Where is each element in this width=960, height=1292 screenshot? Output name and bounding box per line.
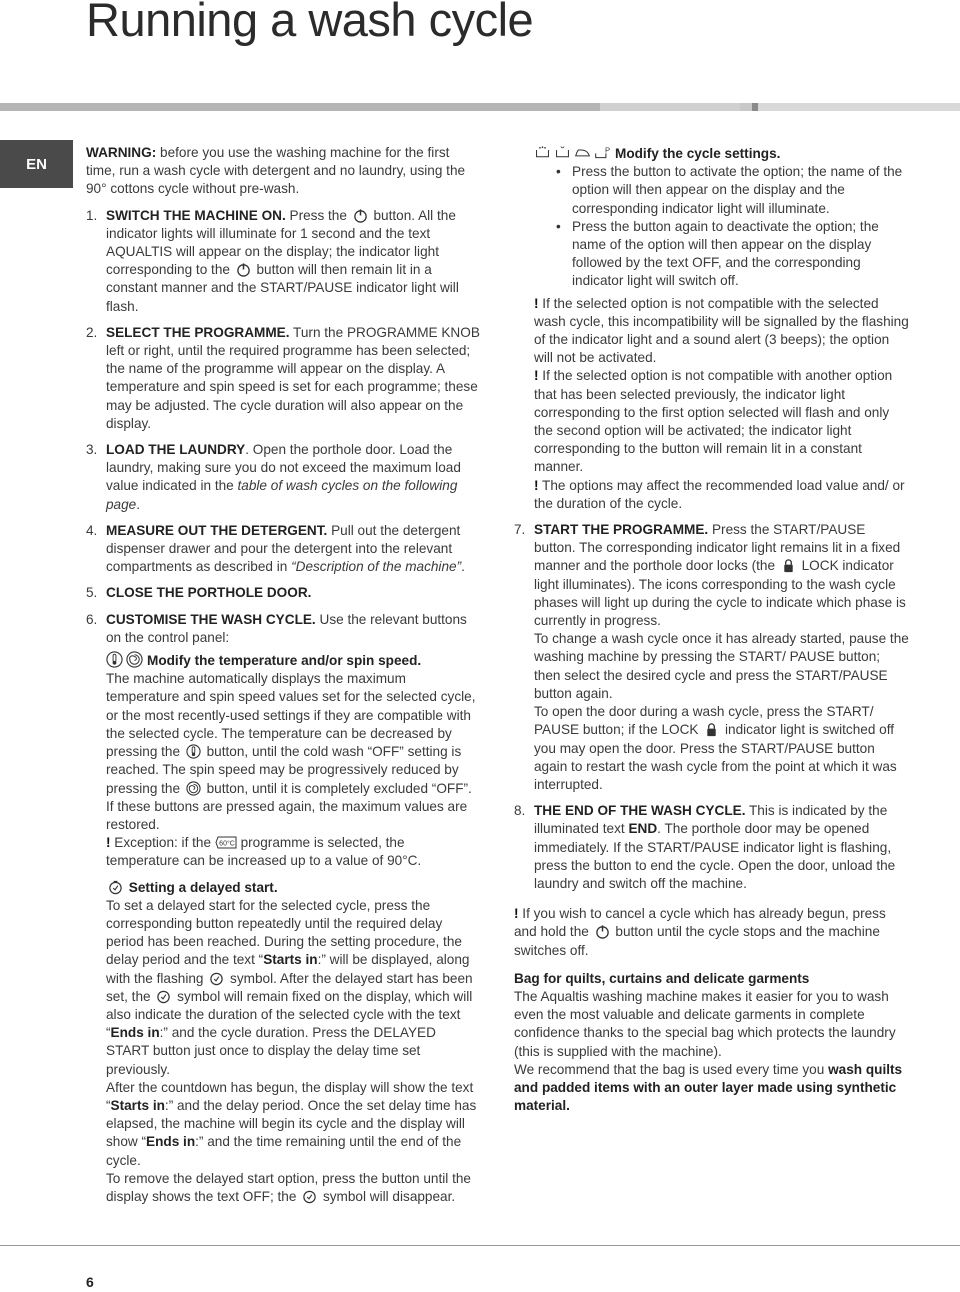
step-6 [86, 611, 480, 647]
header-bar-light [600, 103, 740, 111]
prewash-option-icon [594, 144, 611, 161]
step-number: 8. [514, 803, 526, 819]
step-heading: THE END OF THE WASH CYCLE. [534, 803, 746, 819]
temp-spin-heading: Modify the temperature and/or spin speed. [147, 653, 422, 669]
delay-text-2: After the countdown has begun, the display will show the text “Starts in:” and the delay period. Once the set delay time has elapsed, the machine will begin its cycle and the display will show “Ends in:” and the time remaining until the end of the cycle. [106, 1079, 477, 1168]
step-number: 3. [86, 442, 98, 458]
step-text: Pull out the detergent dispenser drawer and pour the detergent into the relevant compartments as described in [106, 522, 461, 575]
step-number: 2. [86, 324, 98, 340]
step-heading: START THE PROGRAMME. [534, 522, 709, 538]
step-heading: SELECT THE PROGRAMME. [106, 324, 290, 340]
end-text: END [628, 821, 658, 837]
power-icon [353, 208, 368, 223]
thermometer-icon [186, 744, 201, 759]
delay-text-3: To remove the delayed start option, press the button until the display shows the text OFF; the symbol will disappear. [106, 1170, 471, 1204]
header-bar [0, 103, 600, 111]
page-number: 6 [86, 1274, 94, 1290]
delay-icon [156, 989, 171, 1004]
option-icons [534, 144, 611, 161]
program-60-icon [215, 836, 237, 849]
step-heading: SWITCH THE MACHINE ON. [106, 207, 286, 223]
temp-spin-text: The machine automatically displays the maximum temperature and spin speed values set for the selected cycle, or the most recently-used settings if they are compatible with the selected cycle. The temperature can be decreased by pressing the button, until the cold wash “OFF” setting is reached. The spin speed may be progressively reduced by pressing the button, until it is completely excluded “OFF”. If these buttons are pressed again, the maximum values are restored. [106, 671, 476, 832]
language-tab: EN [0, 140, 73, 188]
step-text: This is indicated by the illuminated text [534, 803, 888, 837]
warning-label: WARNING: [86, 145, 157, 160]
bag-heading: Bag for quilts, curtains and delicate garments [514, 970, 810, 986]
step-text: button. All the indicator lights will illuminate for 1 second and the text AQUALTIS will appear on the display; the indicator light corresponding to the [106, 207, 456, 278]
delay-icon [302, 1189, 317, 1204]
step-text: . [461, 559, 465, 575]
power-icon [595, 924, 610, 939]
options-note: ! The options may affect the recommended load value and/ or the duration of the cycle. [534, 477, 905, 511]
step-number: 5. [86, 585, 98, 601]
step-text: Press the START/PAUSE button. The corresponding indicator light remains lit in a fixed manner and the porthole door locks (the [534, 522, 901, 574]
step-number: 1. [86, 207, 98, 223]
delay-icon [209, 971, 224, 986]
power-icon [236, 262, 251, 277]
thermometer-icon [106, 651, 123, 668]
step-heading: CLOSE THE PORTHOLE DOOR. [106, 585, 312, 601]
temp-exception: ! Exception: if the 60°C programme is selected, the temperature can be increased up to a value of 90°C. [106, 835, 422, 869]
options-heading: Modify the cycle settings. [615, 146, 781, 161]
stain-option-icon [534, 144, 551, 161]
options-section [514, 144, 909, 513]
step-reference: table of wash cycles on the following page [106, 478, 458, 512]
step-number: 4. [86, 522, 98, 538]
iron-option-icon [574, 144, 591, 161]
step-text: . [136, 496, 141, 512]
step-text: button will then remain lit in a constant manner and the START/PAUSE indicator light will flash. [106, 262, 459, 314]
warning-text: before you use the washing machine for the first time, run a wash cycle with detergent and no laundry, using the 90° cottons cycle without pre-wash. [86, 145, 466, 197]
step-5 [86, 584, 480, 602]
bag-text: We recommend that the bag is used every time you wash quilts and padded items with an outer layer made using synthetic material. [514, 1061, 903, 1114]
step-text: To change a wash cycle once it has already started, pause the washing machine by pressing the START/ PAUSE button; then select the desired cycle and press the START/PAUSE button again. [534, 631, 909, 701]
options-note: ! If the selected option is not compatible with the selected wash cycle, this incompatibility will be signalled by the flashing of the indicator light and a sound alert (3 beeps); the option will not be activated. [534, 295, 909, 366]
step-8 [514, 802, 909, 893]
warning-paragraph [86, 144, 480, 199]
step-4 [86, 522, 480, 577]
page-title: Running a wash cycle [86, 0, 534, 46]
step-text: Press the [285, 207, 351, 223]
temp-spin-section [86, 651, 480, 870]
delay-section [86, 879, 480, 1207]
step-text: . Open the porthole door. Load the laundry, making sure you do not exceed the maximum load value indicated in the [106, 442, 461, 494]
step-text: To open the door during a wash cycle, press the START/ PAUSE button; if the LOCK indicator light is switched off you may open the door. Press the START/PAUSE button again to restart the wash cycle from the point at which it was interrupted. [534, 704, 897, 792]
spin-icon [126, 651, 143, 668]
step-text: LOCK indicator light illuminates). The icons corresponding to the wash cycle phases will light up during the cycle to indicate which phase is currently in progress. [534, 558, 906, 629]
step-heading: LOAD THE LAUNDRY [106, 442, 246, 458]
step-text: Use the relevant buttons on the control panel: [106, 611, 467, 645]
step-7 [514, 521, 909, 794]
delay-heading: Setting a delayed start. [128, 879, 278, 895]
bag-text: The Aqualtis washing machine makes it easier for you to wash even the most valuable and delicate garments in complete confidence thanks to the special bag which protects the laundry (this is supplied with the machine). [514, 988, 896, 1059]
rinse-option-icon [554, 144, 571, 161]
cancel-note: ! If you wish to cancel a cycle which has already begun, press and hold the button until the cycle stops and the machine switches off. [514, 906, 886, 958]
header-bar-segment [740, 103, 752, 111]
left-column [86, 144, 480, 1206]
step-text: Turn the PROGRAMME KNOB left or right, until the required programme has been selected; the name of the programme will appear on the display. A temperature and spin speed is set for each programme; these may be adjusted. The cycle duration will also appear on the display. [106, 324, 480, 431]
lock-icon [704, 722, 719, 737]
svg-text:P: P [605, 145, 611, 155]
step-3 [86, 441, 480, 514]
step-heading: CUSTOMISE THE WASH CYCLE. [106, 611, 316, 627]
step-2 [86, 324, 480, 433]
right-column [514, 144, 909, 1115]
options-bullet: • Press the button again to deactivate the option; the name of the option will then appear on the display followed by the text OFF, and the corresponding indicator light will switch off. [534, 218, 909, 291]
options-bullet: • Press the button to activate the option; the name of the option will then appear on the display and the corresponding indicator light will illuminate. [534, 163, 909, 218]
step-1 [86, 207, 480, 316]
temp-spin-icons [106, 651, 143, 668]
lock-icon [781, 558, 796, 573]
step-number: 6. [86, 611, 98, 627]
header-bar-end [758, 103, 960, 111]
footer-divider [0, 1245, 960, 1246]
svg-text:60°C: 60°C [218, 840, 235, 848]
step-heading: MEASURE OUT THE DETERGENT. [106, 522, 328, 538]
options-note: ! If the selected option is not compatible with another option that has been selected previously, the indicator light corresponding to the first option selected will flash and only the second option will be activated; the indicator light corresponding to the button will remain lit in a constant manner. [534, 368, 893, 475]
delay-text-1: To set a delayed start for the selected cycle, press the corresponding button repeatedly until the required delay period has been reached. During the setting procedure, the delay period and the text “Starts in:” will be displayed, along with the flashing symbol. After the delayed start has been set, the symbol will remain fixed on the display, which will also indicate the duration of the selected cycle with the text “Ends in:” and the cycle duration. Press the DELAYED START button just once to display the delay time set previously. [106, 897, 473, 1077]
step-text: . The porthole door may be opened immediately. If the START/PAUSE indicator light is flashing, press the button to end the cycle. Open the door, unload the laundry and switch off the machine. [534, 821, 896, 891]
step-number: 7. [514, 522, 526, 538]
delay-icon [108, 880, 123, 895]
step-reference: “Description of the machine” [291, 559, 462, 575]
spin-icon [186, 781, 201, 796]
